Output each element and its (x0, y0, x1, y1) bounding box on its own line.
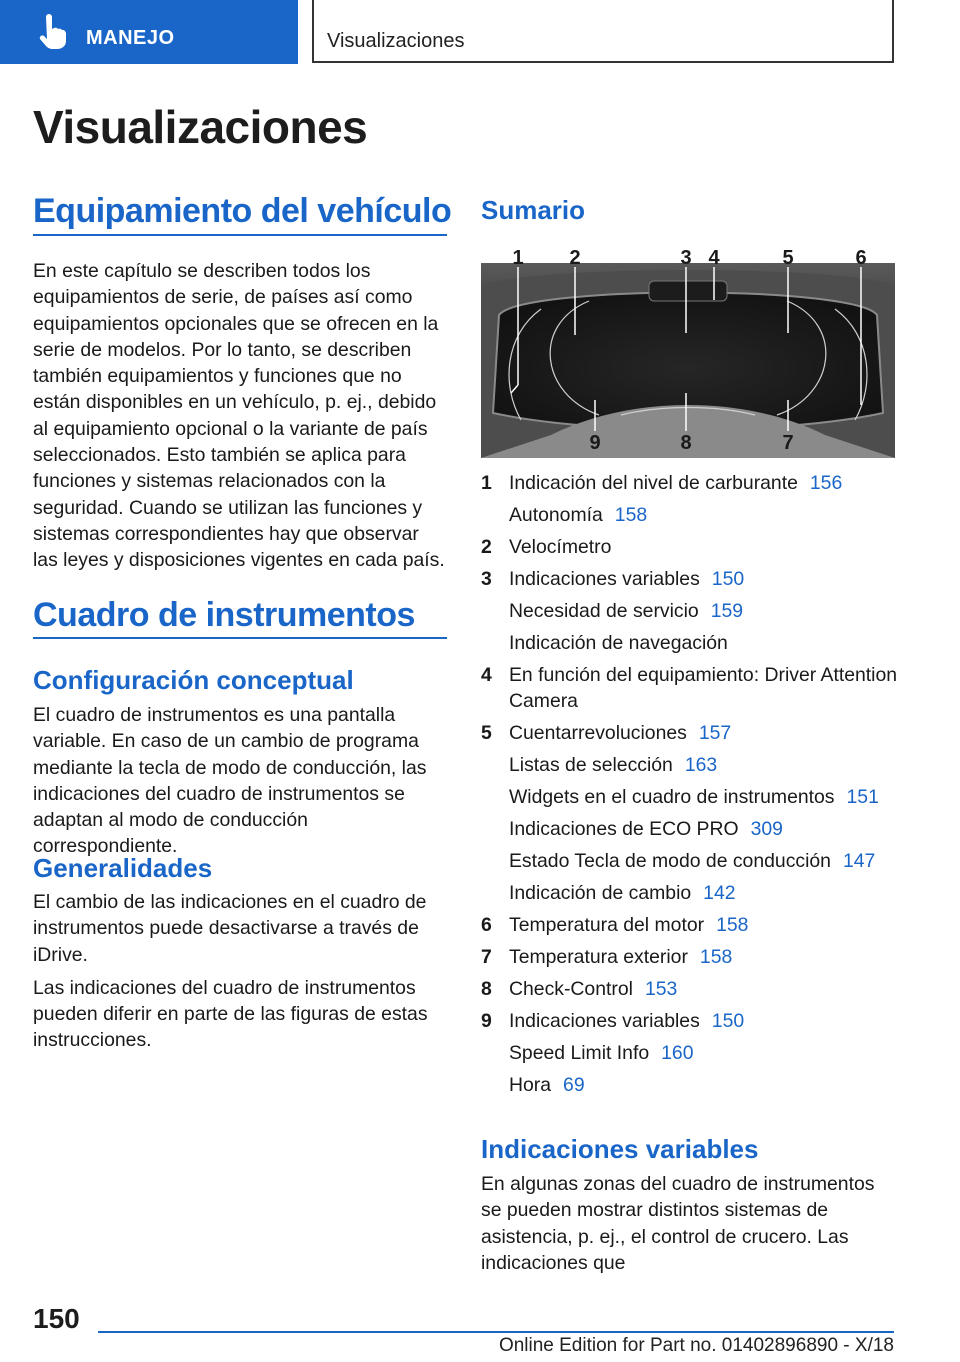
figure-label: 8 (680, 432, 692, 454)
legend-item (481, 720, 901, 912)
legend-number: 8 (481, 978, 492, 1000)
legend-body (509, 944, 901, 976)
page-reference-link[interactable]: 158 (614, 504, 648, 526)
edition-footer: Online Edition for Part no. 01402896890 - X/18 (498, 1335, 894, 1356)
figure-label: 1 (512, 247, 524, 269)
legend-item (481, 662, 901, 720)
legend-text: Necesidad de servicio (509, 600, 699, 622)
heading-rule (33, 637, 447, 639)
instrument-cluster-figure (481, 245, 895, 458)
legend-body (509, 662, 901, 720)
legend-number: 2 (481, 536, 492, 558)
legend-text: En función del equipamiento: Driver Attention Camera (509, 664, 898, 712)
page-reference-link[interactable]: 160 (661, 1042, 694, 1064)
page-reference-link[interactable]: 150 (711, 568, 745, 590)
legend-item (481, 566, 901, 662)
paragraph-equipamiento: En este capítulo se describen todos los equipamientos de serie, de países así como equipamientos opcionales que se ofrecen en la serie de modelos. Por lo tanto, se describen también equipamientos y funciones que no están disponibles en un vehículo, p. ej., debido al equipamiento opcional o la variante de país seleccionados. Esto también se aplica para funciones y sistemas relacionados con la seguridad. Cuando se utilizan las funciones y sistemas correspondientes hay que observar las leyes y disposiciones vigentes en cada país. (33, 260, 445, 572)
legend-text: Estado Tecla de modo de conducción (509, 850, 831, 872)
legend-text: Speed Limit Info (509, 1042, 650, 1064)
legend-line (509, 944, 901, 970)
legend-body (509, 1008, 901, 1104)
legend-body (509, 720, 901, 912)
legend-body (509, 566, 901, 662)
figure-label: 9 (589, 432, 601, 454)
legend-text: Temperatura exterior (509, 946, 688, 968)
page-reference-link[interactable]: 156 (809, 472, 843, 494)
footer-rule (98, 1331, 894, 1333)
figure-label: 4 (708, 247, 720, 269)
legend-number: 6 (481, 914, 492, 936)
legend-number: 4 (481, 664, 492, 686)
legend-number: 7 (481, 946, 492, 968)
legend-line (509, 470, 901, 496)
legend-line (509, 1040, 901, 1066)
page-reference-link[interactable]: 150 (711, 1010, 745, 1032)
legend-line (509, 630, 901, 656)
legend-text: Temperatura del motor (509, 914, 705, 936)
page-reference-link[interactable]: 309 (750, 818, 783, 840)
legend-line (509, 502, 901, 528)
figure-label: 5 (782, 247, 794, 269)
legend-line (509, 912, 901, 938)
legend-text: Cuentarrevoluciones (509, 722, 687, 744)
page-topic-label: Visualizaciones (327, 30, 465, 52)
paragraph-generalidades: El cambio de las indicaciones en el cuadro de instrumentos puede desactivarse a través de iDrive. Las indicaciones del cuadro de instrumentos pueden diferir en parte de las figuras de estas instrucciones. (33, 891, 428, 1052)
legend-item (481, 912, 901, 944)
legend-item (481, 470, 901, 534)
legend-body (509, 976, 901, 1008)
legend-line (509, 566, 901, 592)
page-reference-link[interactable]: 153 (644, 978, 678, 1000)
legend-line (509, 752, 901, 778)
paragraph-configuracion: El cuadro de instrumentos es una pantalla variable. En caso de un cambio de programa mediante la tecla de modo de conducción, las indicaciones del cuadro de instrumentos se adaptan al modo de conducción correspondiente. (33, 704, 427, 858)
legend-text: Widgets en el cuadro de instrumentos (509, 786, 835, 808)
figure-label: 7 (782, 432, 794, 454)
legend-line (509, 784, 901, 810)
page-reference-link[interactable]: 69 (563, 1074, 585, 1096)
heading-sumario: Sumario (481, 195, 586, 225)
legend-line (509, 1072, 901, 1098)
page-topic-box (312, 0, 894, 63)
legend-text: Indicaciones variables (509, 1010, 700, 1032)
legend-body (509, 912, 901, 944)
legend-line (509, 880, 901, 906)
legend-text: Indicación del nivel de carburante (509, 472, 798, 494)
legend-text: Check-Control (509, 978, 633, 1000)
legend-number: 5 (481, 722, 492, 744)
legend-text: Indicación de cambio (509, 882, 692, 904)
page-reference-link[interactable]: 158 (699, 946, 733, 968)
legend-item (481, 534, 901, 566)
pointing-hand-icon (36, 14, 70, 50)
legend-line (509, 816, 901, 842)
legend-item (481, 944, 901, 976)
legend-line (509, 720, 901, 746)
legend-text: Indicaciones variables (509, 568, 700, 590)
legend-body (509, 534, 901, 566)
legend-item (481, 976, 901, 1008)
page-reference-link[interactable]: 142 (703, 882, 736, 904)
legend-line (509, 662, 901, 714)
legend-text: Indicaciones de ECO PRO (509, 818, 739, 840)
legend-body (509, 470, 901, 534)
legend-line (509, 976, 901, 1002)
page-reference-link[interactable]: 157 (698, 722, 732, 744)
heading-generalidades: Generalidades (33, 853, 213, 883)
legend-text: Hora (509, 1074, 552, 1096)
section-tab (0, 0, 298, 64)
page-reference-link[interactable]: 151 (846, 786, 879, 808)
page-title: Visualizaciones (33, 101, 368, 153)
legend-number: 1 (481, 472, 492, 494)
figure-label: 6 (855, 247, 867, 269)
legend-line (509, 848, 901, 874)
figure-label: 3 (680, 247, 692, 269)
paragraph-indicaciones: En algunas zonas del cuadro de instrumentos se pueden mostrar distintos sistemas de asistencia, p. ej., el control de crucero. Las indicaciones que (481, 1173, 875, 1274)
heading-configuracion: Configuración conceptual (33, 665, 354, 695)
heading-cuadro: Cuadro de instrumentos (33, 596, 415, 634)
legend-line (509, 1008, 901, 1034)
legend-text: Autonomía (509, 504, 603, 526)
legend-line (509, 534, 901, 560)
page-reference-link[interactable]: 158 (716, 914, 749, 936)
heading-equipamiento: Equipamiento del vehículo (33, 192, 452, 230)
legend-text: Indicación de navegación (509, 632, 728, 654)
legend-number: 9 (481, 1010, 492, 1032)
heading-indicaciones: Indicaciones variables (481, 1134, 759, 1164)
section-label: MANEJO (86, 27, 175, 49)
legend-list (481, 470, 901, 1104)
legend-line (509, 598, 901, 624)
page-reference-link[interactable]: 159 (710, 600, 744, 622)
heading-rule (33, 234, 447, 236)
page-number: 150 (33, 1303, 80, 1334)
page-reference-link[interactable]: 163 (684, 754, 718, 776)
legend-number: 3 (481, 568, 492, 590)
legend-item (481, 1008, 901, 1104)
legend-text: Velocímetro (509, 536, 612, 558)
legend-text: Listas de selección (509, 754, 673, 776)
page-reference-link[interactable]: 147 (842, 850, 876, 872)
figure-label: 2 (569, 247, 581, 269)
